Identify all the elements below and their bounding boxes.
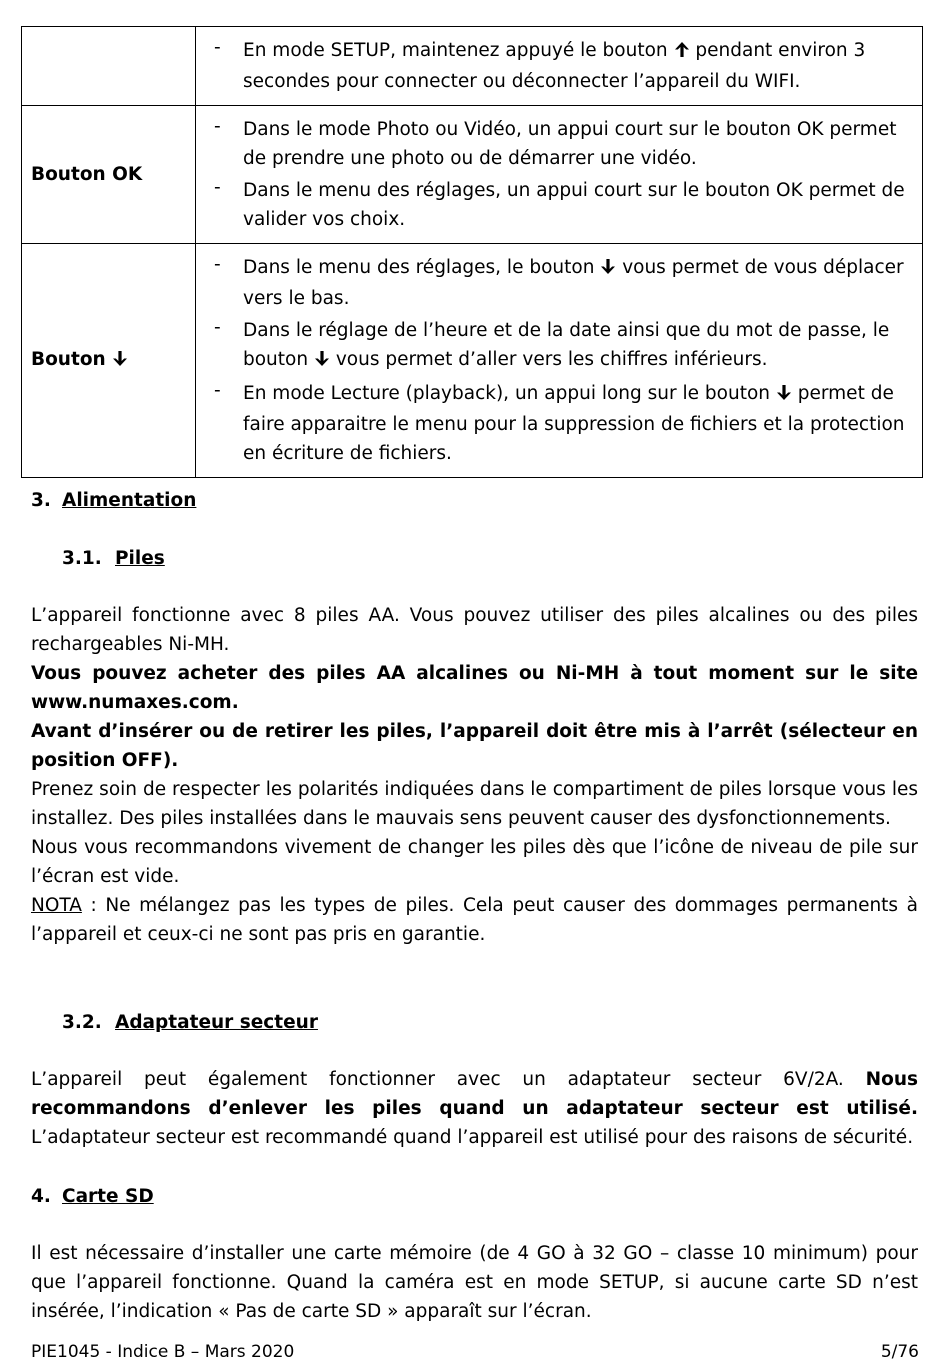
note-label: NOTA	[31, 895, 82, 916]
section-heading: 3. Alimentation	[31, 490, 197, 511]
paragraph: L’appareil fonctionne avec 8 piles AA. Vous pouvez utiliser des piles alcalines ou des piles rechargeables Ni-MH.	[31, 605, 918, 655]
batteries-text	[31, 601, 918, 949]
subsection-heading: 3.2. Adaptateur secteur	[62, 1012, 318, 1033]
arrow-down-icon	[112, 347, 128, 376]
subsection-heading: 3.1. Piles	[62, 548, 165, 569]
paragraph: Il est nécessaire d’installer une carte mémoire (de 4 GO à 32 GO – classe 10 minimum) pour que l’appareil fonctionne. Quand la caméra est en mode SETUP, si aucune carte SD n’est insérée, l’indication « Pas de carte SD » apparaît sur l’écran.	[31, 1243, 918, 1322]
section-title: Alimentation	[62, 490, 197, 511]
list-item: - Dans le mode Photo ou Vidéo, un appui court sur le bouton OK permet de prendre une photo ou de démarrer une vidéo.	[196, 115, 916, 173]
list-item: - En mode SETUP, maintenez appuyé le bouton pendant environ 3 secondes pour connecter ou déconnecter l’appareil du WIFI.	[196, 36, 916, 96]
paragraph: Avant d’insérer ou de retirer les piles, l’appareil doit être mis à l’arrêt (sélecteur en position OFF).	[31, 721, 918, 771]
footer-document-ref: PIE1045 - Indice B – Mars 2020	[31, 1342, 295, 1362]
list-item: - En mode Lecture (playback), un appui long sur le bouton permet de faire apparaitre le menu pour la suppression de fichiers et la protection en écriture de fichiers.	[196, 379, 916, 468]
table-row	[22, 106, 923, 244]
paragraph: Vous pouvez acheter des piles AA alcalines ou Ni-MH à tout moment sur le site www.numaxes.com.	[31, 663, 918, 713]
list-item: - Dans le menu des réglages, un appui court sur le bouton OK permet de valider vos choix.	[196, 176, 916, 234]
list-item: - Dans le menu des réglages, le bouton vous permet de vous déplacer vers le bas.	[196, 253, 916, 313]
adapter-text	[31, 1065, 918, 1152]
paragraph: L’appareil peut également fonctionner avec un adaptateur secteur 6V/2A. Nous recommandons d’enlever les piles quand un adaptateur secteur est utilisé. L’adaptateur secteur est recommandé quand l’appareil est utilisé pour des raisons de sécurité.	[31, 1069, 918, 1148]
bullet-list	[196, 36, 916, 96]
row-label: Bouton	[22, 244, 196, 478]
section-title: Carte SD	[62, 1186, 154, 1207]
paragraph: Prenez soin de respecter les polarités indiquées dans le compartiment de piles lorsque vous les installez. Des piles installées dans le mauvais sens peuvent causer des dysfonctionnements.	[31, 779, 918, 829]
row-label	[22, 27, 196, 106]
sd-card-text	[31, 1239, 918, 1326]
bullet-list	[196, 253, 916, 468]
button-functions-table	[21, 26, 923, 478]
section-heading: 4. Carte SD	[31, 1186, 154, 1207]
list-item: - Dans le réglage de l’heure et de la date ainsi que du mot de passe, le bouton vous permet d’aller vers les chiffres inférieurs.	[196, 316, 916, 376]
subsection-title: Piles	[115, 548, 165, 569]
table-row	[22, 244, 923, 478]
row-label: Bouton OK	[22, 106, 196, 244]
note-paragraph: NOTA : Ne mélangez pas les types de piles. Cela peut causer des dommages permanents à l’appareil et ceux-ci ne sont pas pris en garantie.	[31, 895, 918, 945]
table-row	[22, 27, 923, 106]
bullet-list	[196, 115, 916, 234]
subsection-title: Adaptateur secteur	[115, 1012, 318, 1033]
page-number: 5/76	[880, 1342, 919, 1362]
arrow-down-icon	[314, 347, 330, 376]
paragraph: Nous vous recommandons vivement de changer les piles dès que l’icône de niveau de pile sur l’écran est vide.	[31, 837, 918, 887]
arrow-down-icon	[600, 255, 616, 284]
arrow-up-icon	[674, 38, 690, 67]
arrow-down-icon	[776, 381, 792, 410]
